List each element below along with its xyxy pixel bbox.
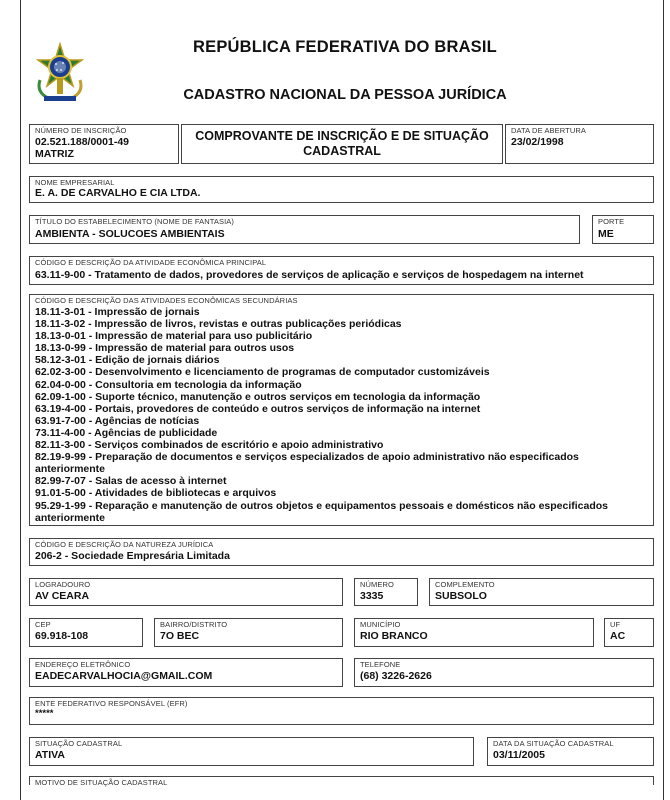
- uf-label: UF: [610, 620, 621, 629]
- fantasia-label: TÍTULO DO ESTABELECIMENTO (NOME DE FANTASIA): [35, 217, 235, 226]
- atividade-principal-label: CÓDIGO E DESCRIÇÃO DA ATIVIDADE ECONÔMICA PRINCIPAL: [35, 258, 267, 267]
- efr-label: ENTE FEDERATIVO RESPONSÁVEL (EFR): [35, 699, 188, 708]
- list-item: 62.04-0-00 - Consultoria em tecnologia da informação: [35, 378, 302, 391]
- bairro-box: [154, 618, 343, 647]
- numero-label: NÚMERO: [360, 580, 394, 589]
- logradouro-label: LOGRADOURO: [35, 580, 91, 589]
- porte-label: PORTE: [598, 217, 625, 226]
- municipio-label: MUNICÍPIO: [360, 620, 401, 629]
- list-item: 63.91-7-00 - Agências de notícias: [35, 414, 200, 427]
- matriz-value: MATRIZ: [35, 148, 74, 160]
- list-item: 63.19-4-00 - Portais, provedores de conteúdo e outros serviços de informação na internet: [35, 402, 481, 415]
- uf-box: [604, 618, 654, 647]
- complemento-label: COMPLEMENTO: [435, 580, 495, 589]
- situacao-box: [29, 737, 474, 766]
- fantasia-value: AMBIENTA - SOLUCOES AMBIENTAIS: [35, 228, 225, 240]
- list-item: 62.09-1-00 - Suporte técnico, manutenção e outros serviços em tecnologia da informação: [35, 390, 481, 403]
- nome-empresarial-label: NOME EMPRESARIAL: [35, 178, 115, 187]
- natureza-juridica-box: [29, 538, 654, 566]
- natureza-juridica-value: 206-2 - Sociedade Empresária Limitada: [35, 550, 230, 562]
- municipio-value: RIO BRANCO: [360, 630, 428, 642]
- comprovante-title-line1: COMPROVANTE DE INSCRIÇÃO E DE SITUAÇÃO: [195, 129, 489, 143]
- situacao-value: ATIVA: [35, 749, 65, 761]
- abertura-value: 23/02/1998: [511, 136, 564, 148]
- complemento-box: [429, 578, 654, 606]
- data-situacao-label: DATA DA SITUAÇÃO CADASTRAL: [493, 739, 614, 748]
- list-item: 73.11-4-00 - Agências de publicidade: [35, 426, 218, 439]
- situacao-label: SITUAÇÃO CADASTRAL: [35, 739, 123, 748]
- cep-value: 69.918-108: [35, 630, 89, 642]
- atividade-principal-value: 63.11-9-00 - Tratamento de dados, provedores de serviços de aplicação e serviços de hospedagem na internet: [35, 269, 584, 281]
- natureza-juridica-label: CÓDIGO E DESCRIÇÃO DA NATUREZA JURÍDICA: [35, 540, 214, 549]
- fantasia-box: [29, 215, 580, 244]
- atividade-principal-box: [29, 256, 654, 285]
- list-item: 82.99-7-07 - Salas de acesso à internet: [35, 475, 227, 488]
- motivo-box: [29, 776, 654, 785]
- email-box: [29, 658, 343, 687]
- data-situacao-value: 03/11/2005: [493, 749, 545, 761]
- inscricao-box: [29, 124, 179, 164]
- uf-value: AC: [610, 630, 626, 642]
- list-item-continuation: anteriormente: [35, 511, 106, 524]
- cep-label: CEP: [35, 620, 51, 629]
- cnpj-value: 02.521.188/0001-49: [35, 136, 130, 148]
- porte-box: [592, 215, 654, 244]
- nome-empresarial-value: E. A. DE CARVALHO E CIA LTDA.: [35, 187, 201, 199]
- telefone-box: [354, 658, 654, 687]
- list-item: 18.13-0-99 - Impressão de material para outros usos: [35, 342, 295, 355]
- list-item: 95.29-1-99 - Reparação e manutenção de outros objetos e equipamentos pessoais e domésticos não especificados: [35, 499, 609, 512]
- list-item: 82.11-3-00 - Serviços combinados de escritório e apoio administrativo: [35, 439, 384, 452]
- telefone-label: TELEFONE: [360, 660, 401, 669]
- data-situacao-box: [487, 737, 654, 766]
- numero-value: 3335: [360, 590, 384, 602]
- atividades-secundarias-label: CÓDIGO E DESCRIÇÃO DAS ATIVIDADES ECONÔMICAS SECUNDÁRIAS: [35, 296, 298, 305]
- comprovante-title-line2: CADASTRAL: [303, 144, 381, 158]
- list-item: 91.01-5-00 - Atividades de bibliotecas e arquivos: [35, 487, 277, 500]
- motivo-label: MOTIVO DE SITUAÇÃO CADASTRAL: [35, 778, 168, 787]
- list-item-continuation: anteriormente: [35, 463, 106, 476]
- brazil-coat-of-arms-icon: [32, 42, 88, 104]
- list-item: 18.13-0-01 - Impressão de material para uso publicitário: [35, 330, 313, 343]
- republic-heading: REPÚBLICA FEDERATIVA DO BRASIL: [193, 38, 497, 56]
- porte-value: ME: [598, 228, 614, 240]
- logradouro-value: AV CEARA: [35, 590, 90, 602]
- telefone-value: (68) 3226-2626: [360, 670, 432, 682]
- atividades-secundarias-list: [35, 306, 650, 524]
- comprovante-box: [181, 124, 503, 164]
- list-item: 18.11-3-01 - Impressão de jornais: [35, 306, 200, 318]
- municipio-box: [354, 618, 594, 647]
- numero-box: [354, 578, 418, 606]
- cep-box: [29, 618, 143, 647]
- inscricao-label: NÚMERO DE INSCRIÇÃO: [35, 126, 127, 135]
- list-item: 18.11-3-02 - Impressão de livros, revistas e outras publicações periódicas: [35, 318, 402, 331]
- efr-box: [29, 697, 654, 725]
- complemento-value: SUBSOLO: [435, 590, 487, 602]
- abertura-box: [505, 124, 654, 164]
- bairro-label: BAIRRO/DISTRITO: [160, 620, 228, 629]
- efr-value: *****: [35, 708, 54, 719]
- logradouro-box: [29, 578, 343, 606]
- list-item: 62.02-3-00 - Desenvolvimento e licenciamento de programas de computador customizáveis: [35, 366, 490, 379]
- bairro-value: 7O BEC: [160, 630, 200, 642]
- abertura-label: DATA DE ABERTURA: [511, 126, 586, 135]
- email-value: EADECARVALHOCIA@GMAIL.COM: [35, 670, 213, 682]
- list-item: 58.12-3-01 - Edição de jornais diários: [35, 354, 220, 367]
- registry-heading: CADASTRO NACIONAL DA PESSOA JURÍDICA: [183, 87, 507, 103]
- nome-empresarial-box: [29, 176, 654, 203]
- email-label: ENDEREÇO ELETRÔNICO: [35, 660, 131, 669]
- atividades-secundarias-box: [29, 294, 654, 526]
- list-item: 82.19-9-99 - Preparação de documentos e serviços especializados de apoio administrativo não especificados: [35, 451, 579, 464]
